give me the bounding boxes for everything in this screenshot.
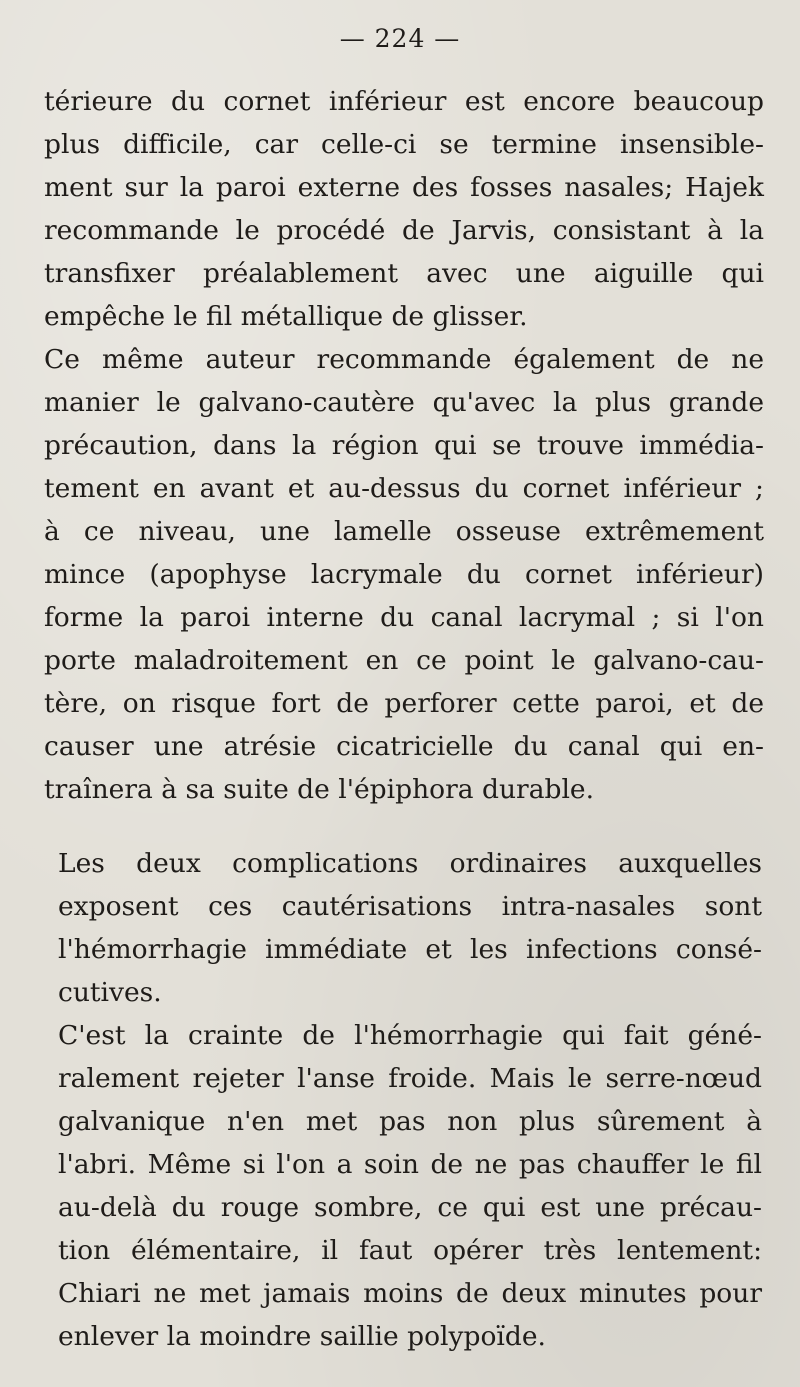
paragraph-3	[58, 842, 762, 1014]
text-line: galvanique n'en met pas non plus sûrement à	[58, 1106, 762, 1137]
text-line: porte maladroitement en ce point le galvano-cau-	[44, 645, 764, 676]
text-line: au-delà du rouge sombre, ce qui est une précau-	[58, 1192, 762, 1223]
text-line: causer une atrésie cicatricielle du canal qui en-	[44, 731, 764, 762]
text-line: enlever la moindre saillie polypoïde.	[58, 1321, 546, 1352]
paragraph-1	[44, 80, 764, 338]
text-line: Les deux complications ordinaires auxquelles	[58, 848, 762, 879]
text-line: l'hémorrhagie immédiate et les infections consé-	[58, 934, 762, 965]
text-line: ralement rejeter l'anse froide. Mais le serre-nœud	[58, 1063, 762, 1094]
text-line: précaution, dans la région qui se trouve immédia-	[44, 430, 764, 461]
text-line: l'abri. Même si l'on a soin de ne pas chauffer le fil	[58, 1149, 762, 1180]
text-line: à ce niveau, une lamelle osseuse extrêmement	[44, 516, 764, 547]
text-line: cutives.	[58, 977, 162, 1008]
text-line: tère, on risque fort de perforer cette paroi, et de	[44, 688, 764, 719]
text-line: tion élémentaire, il faut opérer très lentement:	[58, 1235, 762, 1266]
text-line: empêche le fil métallique de glisser.	[44, 301, 528, 332]
text-line: tement en avant et au-dessus du cornet inférieur ;	[44, 473, 764, 504]
text-line: exposent ces cautérisations intra-nasales sont	[58, 891, 762, 922]
text-line: traînera à sa suite de l'épiphora durable.	[44, 774, 595, 805]
paragraph-4	[58, 1014, 762, 1358]
text-line: Ce même auteur recommande également de ne	[44, 344, 764, 375]
text-line: térieure du cornet inférieur est encore beaucoup	[44, 86, 764, 117]
text-line: manier le galvano-cautère qu'avec la plus grande	[44, 387, 764, 418]
page-number: — 224 —	[339, 24, 461, 53]
text-line: plus difficile, car celle-ci se termine insensible-	[44, 129, 764, 160]
text-line: ment sur la paroi externe des fosses nasales; Hajek	[44, 172, 764, 203]
text-line: Chiari ne met jamais moins de deux minutes pour	[58, 1278, 762, 1309]
text-line: C'est la crainte de l'hémorrhagie qui fait géné-	[58, 1020, 762, 1051]
text-line: recommande le procédé de Jarvis, consistant à la	[44, 215, 764, 246]
paragraph-2	[44, 338, 764, 811]
text-line: mince (apophyse lacrymale du cornet inférieur)	[44, 559, 764, 590]
text-line: transfixer préalablement avec une aiguille qui	[44, 258, 764, 289]
text-line: forme la paroi interne du canal lacrymal ; si l'on	[44, 602, 764, 633]
